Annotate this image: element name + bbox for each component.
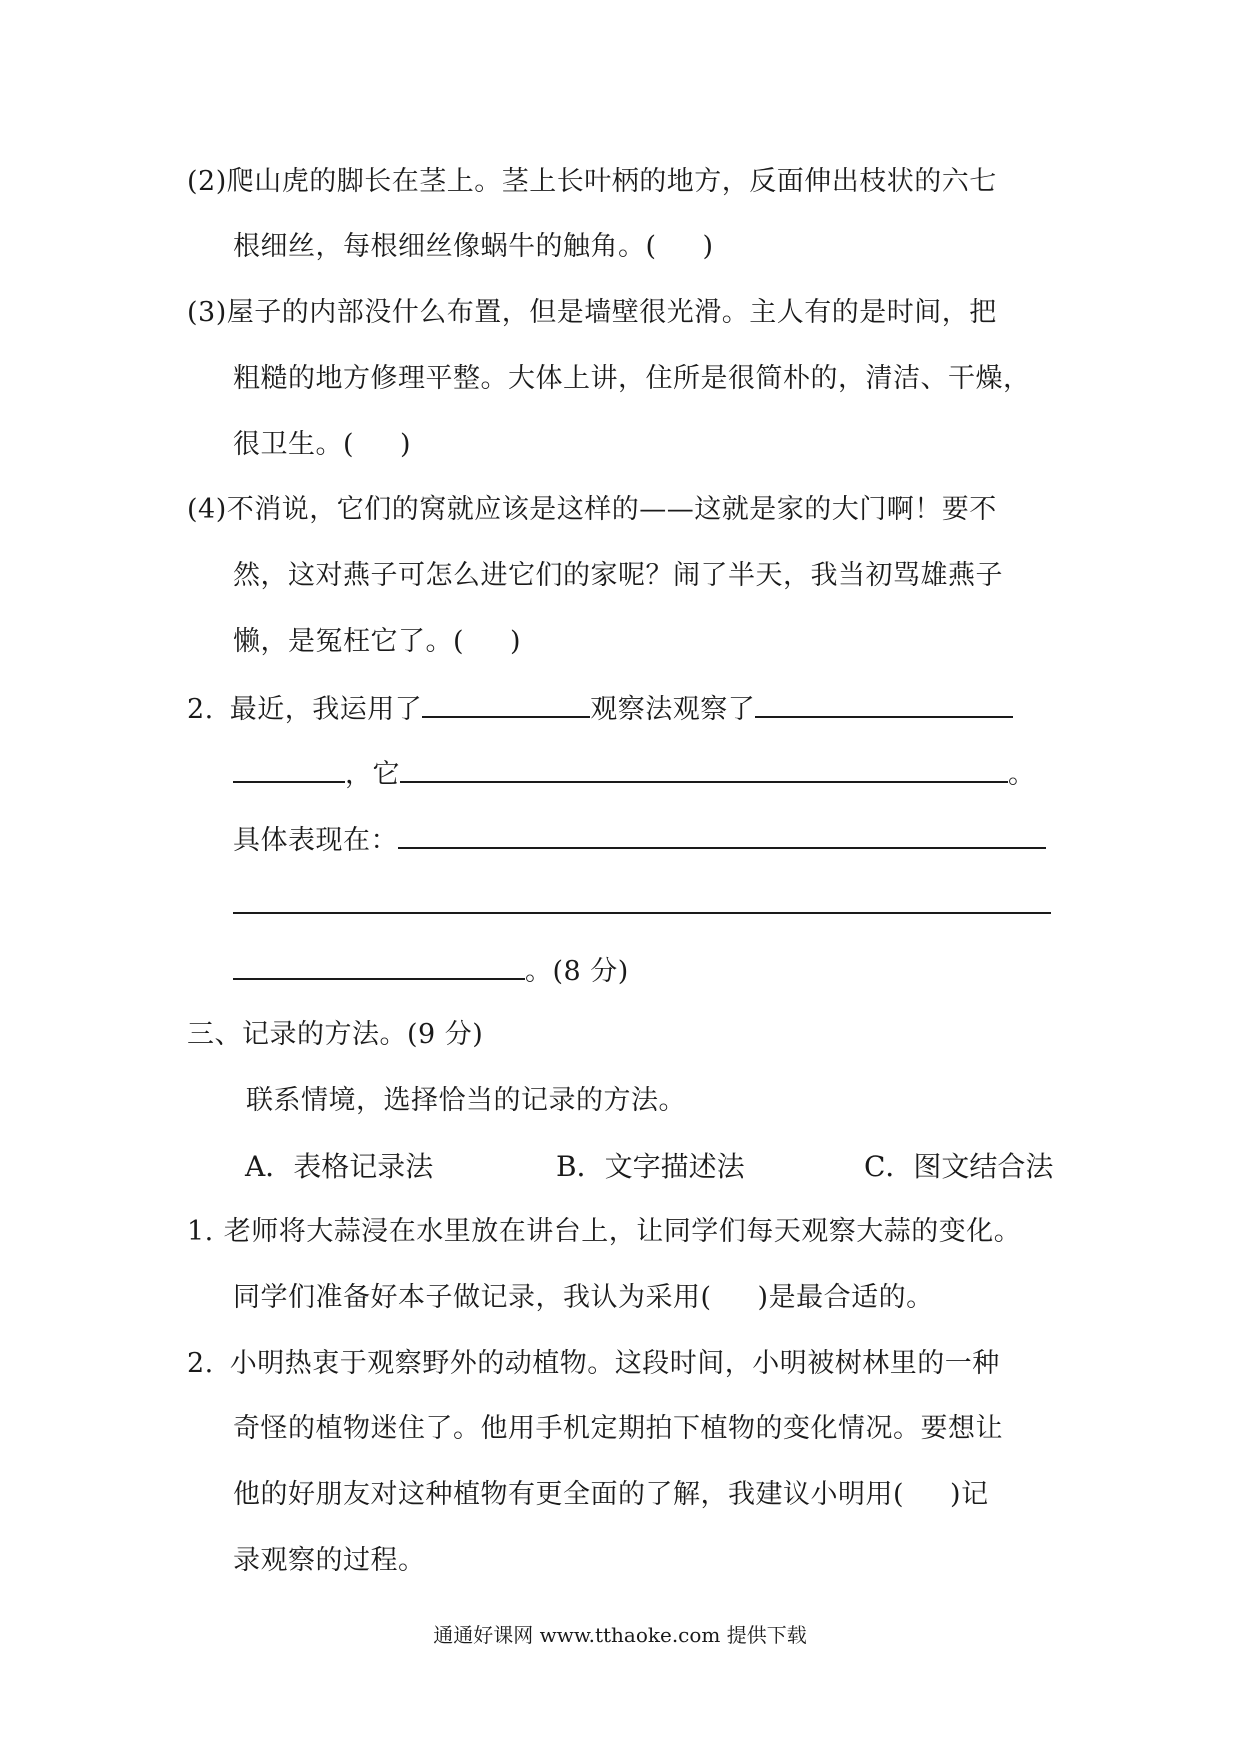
part3-question-1-line-1 — [187, 1212, 1021, 1252]
question-number: 2. — [187, 694, 214, 725]
sentence-2-line-1: (2)爬山虎的脚长在茎上。茎上长叶柄的地方，反面伸出枝状的六七 — [187, 166, 997, 197]
close-paren: ) — [510, 626, 522, 657]
fill-blank-object[interactable] — [755, 688, 1013, 718]
part3-question-1-text: 老师将大蒜浸在水里放在讲台上，让同学们每天观察大蒜的变化。 — [223, 1216, 1022, 1247]
close-paren: ) — [400, 429, 412, 460]
question-2-text-4: 。 — [1008, 759, 1036, 790]
part3-question-1-line-2 — [233, 1278, 934, 1318]
close-paren: ) — [702, 231, 714, 262]
question-2-text-6: 。(8 分) — [525, 956, 629, 987]
option-a: A．表格记录法 — [245, 1150, 434, 1183]
question-2-text-1: 最近，我运用了 — [229, 694, 423, 725]
sentence-4-line-3 — [233, 622, 521, 662]
question-2-text-3: ，它 — [345, 759, 400, 790]
question-2-line-2 — [233, 753, 1036, 795]
question-number: 2. — [187, 1348, 214, 1379]
part3-question-2-text-3: 他的好朋友对这种植物有更全面的了解，我建议小明用( — [233, 1479, 905, 1510]
part3-question-1-text-3: )是最合适的。 — [757, 1282, 934, 1313]
sentence-4-line-2: 然，这对燕子可怎么进它们的家呢？闹了半天，我当初骂雄燕子 — [233, 560, 1003, 591]
option-b: B．文字描述法 — [556, 1150, 745, 1183]
part3-question-2-line-2: 奇怪的植物迷住了。他用手机定期拍下植物的变化情况。要想让 — [233, 1413, 1003, 1444]
question-2-line-1 — [187, 688, 1013, 730]
part3-question-2-line-3 — [233, 1475, 989, 1515]
question-2-line-3 — [233, 819, 1046, 861]
sentence-3-line-1: (3)屋子的内部没什么布置，但是墙壁很光滑。主人有的是时间，把 — [187, 297, 997, 328]
question-2-line-5 — [233, 950, 629, 992]
fill-blank-details[interactable] — [398, 819, 1046, 849]
sentence-4-line-1: (4)不消说，它们的窝就应该是这样的——这就是家的大门啊！要不 — [187, 494, 997, 525]
page-footer: 通通好课网 www.tthaoke.com 提供下载 — [433, 1623, 807, 1647]
question-number: 1. — [187, 1216, 214, 1247]
fill-blank-details-line-3[interactable] — [233, 950, 525, 980]
sentence-3-line-3 — [233, 425, 411, 465]
sentence-4-text: 懒，是冤枉它了。( — [233, 626, 465, 657]
fill-blank-details-line-2[interactable] — [233, 910, 1051, 914]
part3-question-2-text: 小明热衷于观察野外的动植物。这段时间，小明被树林里的一种 — [229, 1348, 1000, 1379]
sentence-3-line-2: 粗糙的地方修理平整。大体上讲，住所是很简朴的，清洁、干燥， — [233, 363, 1031, 394]
part3-question-2-line-4: 录观察的过程。 — [233, 1545, 426, 1576]
option-c: C．图文结合法 — [864, 1150, 1054, 1183]
sentence-2-line-2 — [233, 227, 714, 267]
section-3-instruction: 联系情境，选择恰当的记录的方法。 — [246, 1085, 686, 1116]
section-3-heading: 三、记录的方法。(9 分) — [187, 1019, 484, 1050]
part3-question-1-text-2: 同学们准备好本子做记录，我认为采用( — [233, 1282, 712, 1313]
fill-blank-method[interactable] — [422, 688, 590, 718]
fill-blank-object-cont[interactable] — [233, 753, 345, 783]
question-2-text-2: 观察法观察了 — [590, 694, 756, 725]
part3-question-2-text-4: )记 — [950, 1479, 989, 1510]
sentence-3-text: 很卫生。( — [233, 429, 355, 460]
part3-question-2-line-1 — [187, 1344, 1000, 1384]
question-2-text-5: 具体表现在： — [233, 825, 398, 856]
fill-blank-description[interactable] — [400, 753, 1008, 783]
sentence-2-text: 根细丝，每根细丝像蜗牛的触角。( — [233, 231, 657, 262]
